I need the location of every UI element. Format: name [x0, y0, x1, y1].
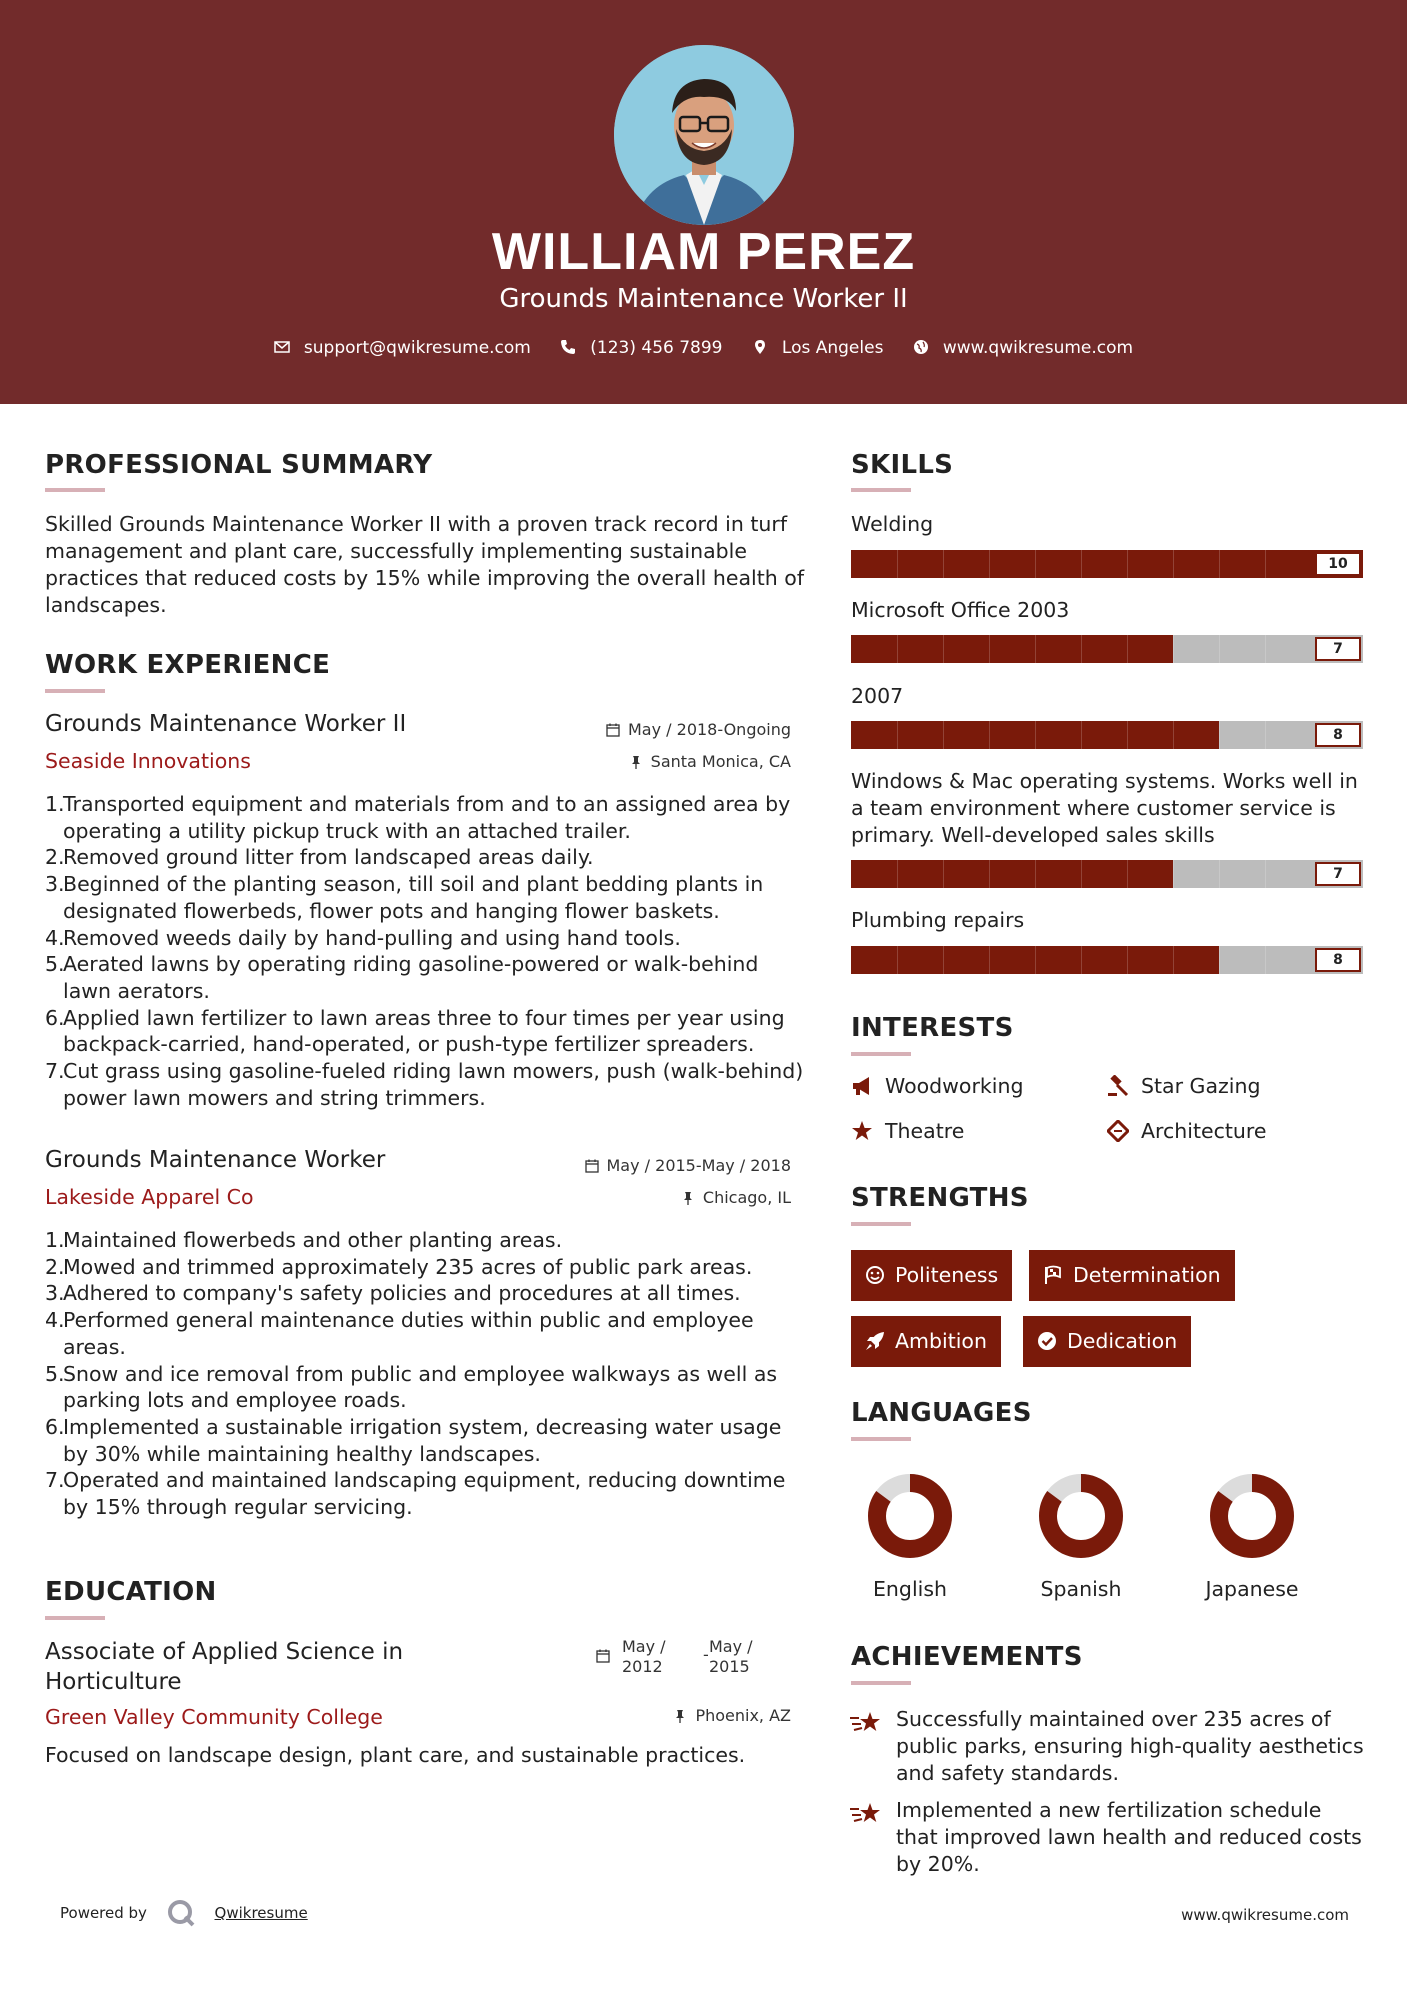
language-donut [1209, 1473, 1295, 1559]
interest-architecture [1107, 1119, 1267, 1143]
skill-bar-tick [1173, 635, 1174, 663]
skill-bar-tick [1035, 721, 1036, 749]
achievements-heading: ACHIEVEMENTS [851, 1642, 1083, 1672]
strength-label: Determination [1073, 1263, 1221, 1287]
languages-rule [851, 1437, 911, 1441]
interest-star-gazing [1107, 1074, 1260, 1098]
list-item: 4. Removed weeds daily by hand-pulling and using hand tools. [45, 925, 681, 950]
experience-rule [45, 689, 105, 693]
job-1-duties [45, 791, 805, 1111]
skill-bar-tick [1081, 946, 1082, 974]
candidate-name: WILLIAM PEREZ [491, 223, 916, 281]
contact-location-text: Los Angeles [781, 338, 884, 358]
language-label: Spanish [1040, 1577, 1122, 1601]
strengths-rule [851, 1222, 911, 1226]
skill-bar-tick [1035, 635, 1036, 663]
pushpin-icon [673, 1709, 687, 1723]
skill-bar-tick [1173, 550, 1174, 578]
strength-label: Ambition [895, 1329, 987, 1353]
list-item: 6. Applied lawn fertilizer to lawn areas three to four times per year using backpack-carried, hand-operated, or push-type fertilizer spreaders. [45, 1005, 785, 1057]
skill-bar-tick [943, 860, 944, 888]
smile-icon [865, 1265, 885, 1285]
skill-bar-tick [1219, 721, 1220, 749]
education-heading: EDUCATION [45, 1577, 217, 1607]
job-1-location [629, 752, 791, 771]
skill-bar-tick [1265, 721, 1266, 749]
skill-bar-tick [1173, 860, 1174, 888]
skill-bar [851, 550, 1363, 578]
job-2-dates [585, 1156, 792, 1175]
skill-name: Welding [851, 512, 934, 536]
contact-phone-text: (123) 456 7899 [590, 338, 723, 358]
job-2-company: Lakeside Apparel Co [45, 1185, 254, 1209]
summary-text: Skilled Grounds Maintenance Worker II with a proven track record in turf management and plant care, successfully implementing sustainable practices that reduced costs by 15% while improving the overall health of landscapes. [45, 512, 805, 617]
skill-bar-tick [1035, 860, 1036, 888]
skill-bar-tick [989, 635, 990, 663]
contact-website-text: www.qwikresume.com [942, 338, 1134, 358]
skill-name: Windows & Mac operating systems. Works well in a team environment where customer service is primary. Well-developed sales skills [851, 769, 1358, 847]
duty-text: Implemented a sustainable irrigation system, decreasing water usage by 30% while maintaining healthy landscapes. [63, 1414, 782, 1466]
skill-bar [851, 635, 1363, 663]
languages-heading: LANGUAGES [851, 1398, 1032, 1428]
duty-text: Transported equipment and materials from and to an assigned area by operating a utility pickup truck with an attached trailer. [63, 792, 791, 843]
shooting-star-icon [849, 1799, 883, 1829]
list-item: 5. Snow and ice removal from public and employee walkways as well as parking lots and employee roads. [45, 1361, 778, 1413]
shooting-star-icon [849, 1708, 883, 1738]
calendar-icon [606, 723, 620, 737]
duty-text: Beginned of the planting season, till soil and plant bedding plants in designated flowerbeds, flower pots and hanging flower baskets. [63, 872, 764, 923]
skill-bar-tick [989, 946, 990, 974]
skill-bar-tick [897, 946, 898, 974]
rocket-icon [865, 1331, 885, 1351]
contact-email[interactable] [274, 338, 531, 358]
skill-name: Plumbing repairs [851, 908, 1025, 932]
list-item: 1. Maintained flowerbeds and other planting areas. [45, 1228, 563, 1252]
duty-text: Maintained flowerbeds and other planting areas. [63, 1228, 563, 1252]
gavel-icon [1107, 1075, 1129, 1097]
skill-bar-tick [897, 635, 898, 663]
skill-bar-tick [1035, 550, 1036, 578]
education-end-text: May / 2015 [709, 1637, 753, 1676]
job-1-dates-text: May / 2018-Ongoing [628, 720, 791, 739]
list-item: 3. Beginned of the planting season, till soil and plant bedding plants in designated flowerbeds, flower pots and hanging flower baskets. [45, 872, 764, 923]
strength-label: Dedication [1067, 1329, 1178, 1353]
list-item: 7. Operated and maintained landscaping equipment, reducing downtime by 15% through regular servicing. [45, 1468, 786, 1520]
check-circle-icon [1037, 1331, 1057, 1351]
list-item: 3. Adhered to company's safety policies and procedures at all times. [45, 1281, 741, 1306]
pushpin-icon [629, 755, 643, 769]
duty-text: Operated and maintained landscaping equipment, reducing downtime by 15% through regular servicing. [63, 1468, 786, 1520]
skill-bar-tick [1265, 946, 1266, 974]
skill-bar [851, 946, 1363, 974]
summary-rule [45, 488, 105, 492]
duty-text: Snow and ice removal from public and employee walkways as well as parking lots and employee roads. [63, 1361, 778, 1413]
footer-website[interactable]: www.qwikresume.com [1181, 1906, 1349, 1924]
megaphone-icon [851, 1075, 873, 1097]
qwikresume-logo-icon [166, 1898, 196, 1928]
contact-phone[interactable] [560, 338, 722, 358]
list-item: 7. Cut grass using gasoline-fueled riding lawn mowers, push (walk-behind) power lawn mowers and string trimmers. [45, 1059, 804, 1110]
pushpin-icon [681, 1191, 695, 1205]
skill-bar-tick [943, 721, 944, 749]
list-item: 4. Performed general maintenance duties within public and employee areas. [45, 1308, 754, 1359]
skill-bar-tick [989, 721, 990, 749]
skill-name: Microsoft Office 2003 [851, 598, 1070, 622]
skill-bar-tick [1173, 946, 1174, 974]
skill-bar-tick [989, 860, 990, 888]
interest-label: Woodworking [885, 1074, 1024, 1098]
profile-photo [614, 45, 794, 225]
strength-determination [1029, 1250, 1235, 1301]
education-description: Focused on landscape design, plant care, and sustainable practices. [45, 1743, 746, 1767]
skill-bar-tick [1265, 860, 1266, 888]
skill-score: 10 [1315, 552, 1361, 576]
education-school: Green Valley Community College [45, 1705, 383, 1729]
education-location [673, 1706, 791, 1725]
skill-bar-fill [851, 550, 1363, 578]
header-banner [0, 0, 1407, 404]
duty-text: Adhered to company's safety policies and procedures at all times. [63, 1281, 741, 1306]
interest-label: Theatre [885, 1119, 965, 1143]
contact-website[interactable] [913, 338, 1133, 358]
job-2-duties [45, 1227, 805, 1521]
candidate-title: Grounds Maintenance Worker II [499, 284, 908, 314]
skill-bar-tick [1219, 946, 1220, 974]
achievement-item: Successfully maintained over 235 acres of public parks, ensuring high-quality aesthetics and safety standards. [896, 1707, 1364, 1785]
phone-icon [560, 339, 576, 355]
contact-email-text: support@qwikresume.com [303, 338, 531, 358]
skill-score: 7 [1315, 637, 1361, 661]
duty-text: Removed weeds daily by hand-pulling and using hand tools. [63, 925, 681, 950]
language-label: Japanese [1205, 1577, 1299, 1601]
skill-bar-tick [1127, 721, 1128, 749]
skill-bar-tick [1219, 550, 1220, 578]
skill-bar-tick [1265, 550, 1266, 578]
qwikresume-link[interactable]: Qwikresume [214, 1904, 308, 1922]
summary-heading: PROFESSIONAL SUMMARY [45, 450, 433, 480]
interests-heading: INTERESTS [851, 1013, 1014, 1043]
duty-text: Performed general maintenance duties within public and employee areas. [63, 1308, 754, 1359]
skill-bar-tick [1035, 946, 1036, 974]
strength-ambition [851, 1316, 1001, 1367]
star-icon [851, 1120, 873, 1142]
achievement-item: Implemented a new fertilization schedule that improved lawn health and reduced costs by 20%. [896, 1798, 1362, 1876]
skill-bar-tick [1081, 635, 1082, 663]
interest-label: Star Gazing [1141, 1074, 1261, 1098]
skill-bar-fill [851, 635, 1173, 663]
education-rule [45, 1616, 105, 1620]
skill-bar-tick [1265, 635, 1266, 663]
calendar-icon [596, 1649, 610, 1663]
list-item: 1. Transported equipment and materials from and to an assigned area by operating a utility pickup truck with an attached trailer. [45, 792, 791, 843]
language-donut [867, 1473, 953, 1559]
skill-bar-tick [897, 860, 898, 888]
job-1-title: Grounds Maintenance Worker II [45, 711, 407, 737]
skill-bar-tick [1219, 635, 1220, 663]
skill-bar-fill [851, 860, 1173, 888]
skills-heading: SKILLS [851, 450, 954, 480]
skill-bar-tick [1081, 550, 1082, 578]
list-item: 2. Removed ground litter from landscaped areas daily. [45, 845, 594, 870]
duty-text: Mowed and trimmed approximately 235 acres of public park areas. [63, 1254, 753, 1279]
skill-bar-tick [1219, 860, 1220, 888]
duty-text: Applied lawn fertilizer to lawn areas three to four times per year using backpack-carried, hand-operated, or push-type fertilizer spreaders. [63, 1005, 785, 1057]
job-2-location [681, 1188, 791, 1207]
skill-bar-tick [943, 946, 944, 974]
footer-powered-by [60, 1898, 308, 1928]
skill-bar [851, 721, 1363, 749]
education-location-text: Phoenix, AZ [695, 1706, 791, 1725]
skill-bar [851, 860, 1363, 888]
ticket-icon [1107, 1120, 1129, 1142]
language-donut [1038, 1473, 1124, 1559]
language-label: English [872, 1577, 948, 1601]
skill-bar-tick [943, 635, 944, 663]
contact-bar [0, 338, 1407, 358]
powered-by-text: Powered by [60, 1904, 147, 1922]
skill-name: 2007 [851, 684, 904, 708]
calendar-icon [585, 1159, 599, 1173]
skill-score: 7 [1315, 862, 1361, 886]
skill-bar-tick [1127, 946, 1128, 974]
skill-bar-tick [1127, 860, 1128, 888]
skill-bar-tick [1173, 721, 1174, 749]
job-2-title: Grounds Maintenance Worker [45, 1147, 386, 1173]
job-1-dates [606, 720, 791, 739]
education-degree: Associate of Applied Science in Horticulture [45, 1639, 404, 1695]
list-item: 5. Aerated lawns by operating riding gasoline-powered or walk-behind lawn aerators. [45, 952, 759, 1003]
interest-label: Architecture [1141, 1119, 1267, 1143]
skill-bar-tick [1127, 635, 1128, 663]
strengths-heading: STRENGTHS [851, 1183, 1029, 1213]
duty-text: Aerated lawns by operating riding gasoline-powered or walk-behind lawn aerators. [63, 952, 759, 1003]
job-1-company: Seaside Innovations [45, 749, 251, 773]
duty-text: Cut grass using gasoline-fueled riding lawn mowers, push (walk-behind) power lawn mowers and string trimmers. [63, 1059, 804, 1110]
skill-bar-tick [897, 721, 898, 749]
strength-label: Politeness [895, 1263, 999, 1287]
job-2-location-text: Chicago, IL [702, 1188, 791, 1207]
experience-heading: WORK EXPERIENCE [45, 650, 331, 680]
skill-bar-tick [1081, 860, 1082, 888]
skill-bar-tick [1081, 721, 1082, 749]
skill-bar-tick [1127, 550, 1128, 578]
education-start-text: May / 2012 [622, 1637, 666, 1676]
skills-rule [851, 488, 911, 492]
flag-icon [1043, 1265, 1063, 1285]
strength-politeness [851, 1250, 1012, 1301]
list-item: 6. Implemented a sustainable irrigation system, decreasing water usage by 30% while maintaining healthy landscapes. [45, 1414, 782, 1466]
job-1-location-text: Santa Monica, CA [650, 752, 791, 771]
duty-text: Removed ground litter from landscaped areas daily. [63, 845, 594, 870]
strength-dedication [1023, 1316, 1191, 1367]
map-pin-icon [752, 339, 768, 355]
job-2-dates-text: May / 2015-May / 2018 [606, 1156, 791, 1175]
globe-icon [913, 339, 929, 355]
skill-bar-tick [897, 550, 898, 578]
interests-rule [851, 1052, 911, 1056]
envelope-icon [274, 339, 290, 355]
skill-bar-tick [989, 550, 990, 578]
achievements-rule [851, 1681, 911, 1685]
skill-score: 8 [1315, 948, 1361, 972]
skill-score: 8 [1315, 723, 1361, 747]
skill-bar-tick [943, 550, 944, 578]
list-item: 2. Mowed and trimmed approximately 235 acres of public park areas. [45, 1254, 753, 1279]
interest-woodworking [851, 1074, 1023, 1098]
interest-theatre [851, 1119, 964, 1143]
contact-location [752, 338, 884, 358]
